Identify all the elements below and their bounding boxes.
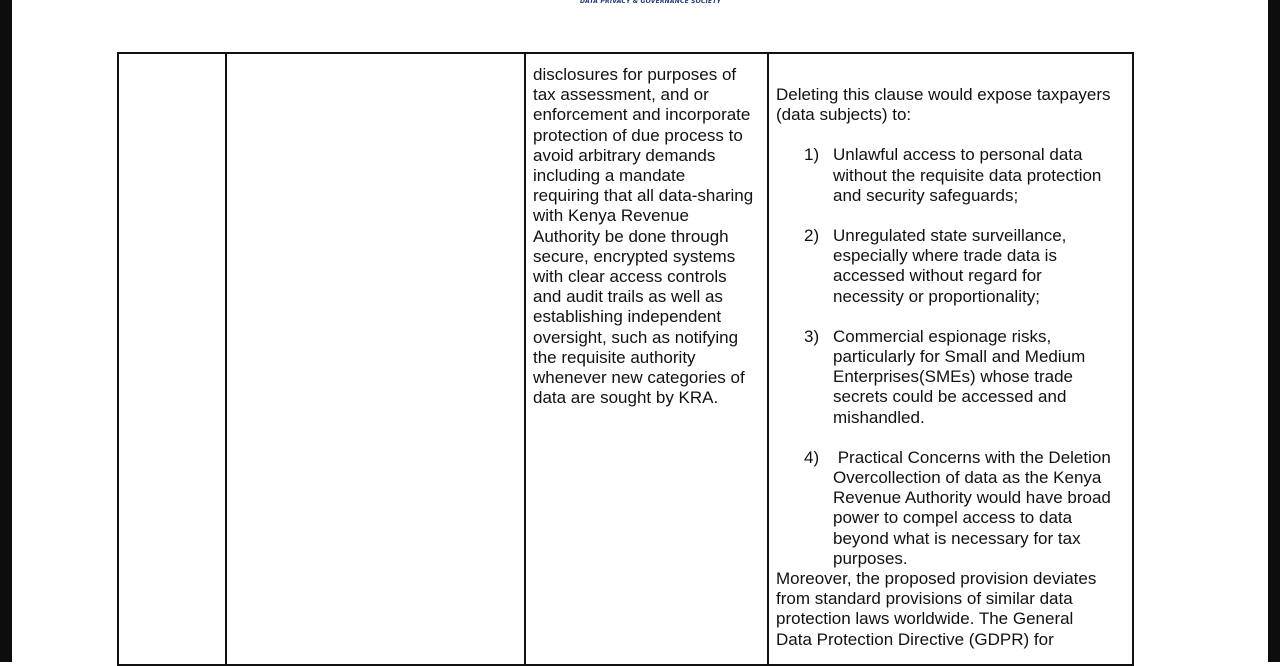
- table-cell-proposed-amendment: [525, 53, 768, 665]
- text-line: especially where trade data is: [833, 246, 1057, 266]
- organization-header: DATA PRIVACY & GOVERNANCE SOCIETY: [580, 0, 722, 5]
- text-line: protection of due process to: [533, 125, 743, 145]
- left-viewer-edge: [0, 0, 12, 662]
- text-line: establishing independent: [533, 307, 722, 327]
- text-line: avoid arbitrary demands: [533, 145, 716, 165]
- list-item: [776, 226, 1124, 307]
- text-line: Unlawful access to personal data: [833, 145, 1083, 165]
- list-item: [776, 327, 1124, 428]
- text-line: Overcollection of data as the Kenya: [833, 468, 1102, 488]
- justification-intro: [776, 85, 1124, 125]
- text-line: Authority be done through: [533, 226, 729, 246]
- text-line: Data Protection Directive (GDPR) for: [776, 629, 1054, 649]
- list-number: 3): [804, 326, 820, 346]
- list-item: [776, 145, 1124, 206]
- text-line: Unregulated state surveillance,: [833, 226, 1067, 246]
- table-cell-clause-number: [118, 53, 226, 665]
- text-line: Revenue Authority would have broad: [833, 488, 1111, 508]
- text-line: secrets could be accessed and: [833, 387, 1067, 407]
- list-number: 1): [804, 145, 820, 165]
- text-line: the requisite authority: [533, 347, 696, 367]
- text-line: requiring that all data-sharing: [533, 186, 754, 206]
- text-line: Deleting this clause would expose taxpayers: [776, 85, 1111, 104]
- text-line: enforcement and incorporate: [533, 105, 751, 125]
- text-line: purposes.: [833, 548, 908, 568]
- table-cell-justification: [768, 53, 1133, 665]
- text-line: from standard provisions of similar data: [776, 589, 1073, 609]
- text-line: Commercial espionage risks,: [833, 326, 1052, 346]
- text-line: data are sought by KRA.: [533, 388, 719, 408]
- table-row: [118, 53, 1133, 665]
- text-line: with Kenya Revenue: [533, 206, 689, 226]
- text-line: Practical Concerns with the Deletion: [833, 447, 1111, 467]
- submission-table: [117, 52, 1134, 666]
- justification-closing: [776, 569, 1124, 650]
- text-line: mishandled.: [833, 407, 925, 427]
- list-number: 2): [804, 226, 820, 246]
- text-line: without the requisite data protection: [833, 165, 1102, 185]
- text-line: beyond what is necessary for tax: [833, 528, 1081, 548]
- proposed-amendment-text: [526, 54, 767, 408]
- table-cell-clause-text: [226, 53, 525, 665]
- list-number: 4): [804, 447, 820, 467]
- right-viewer-edge: [1268, 0, 1280, 662]
- text-line: particularly for Small and Medium: [833, 347, 1086, 367]
- text-line: oversight, such as notifying: [533, 327, 739, 347]
- text-line: (data subjects) to:: [776, 105, 912, 125]
- text-line: protection laws worldwide. The General: [776, 609, 1074, 629]
- text-line: tax assessment, and or: [533, 85, 709, 105]
- text-line: whenever new categories of: [533, 368, 745, 388]
- text-line: secure, encrypted systems: [533, 246, 736, 266]
- text-line: disclosures for purposes of: [533, 65, 737, 84]
- text-line: power to compel access to data: [833, 508, 1073, 528]
- text-line: necessity or proportionality;: [833, 286, 1040, 306]
- risk-list: [776, 145, 1124, 569]
- justification-text: [769, 54, 1132, 650]
- text-line: accessed without regard for: [833, 266, 1042, 286]
- text-line: and security safeguards;: [833, 185, 1019, 205]
- text-line: and audit trails as well as: [533, 287, 723, 307]
- text-line: Moreover, the proposed provision deviates: [776, 569, 1097, 589]
- text-line: with clear access controls: [533, 267, 727, 287]
- list-item: [776, 448, 1124, 569]
- text-line: including a mandate: [533, 166, 686, 186]
- text-line: Enterprises(SMEs) whose trade: [833, 367, 1073, 387]
